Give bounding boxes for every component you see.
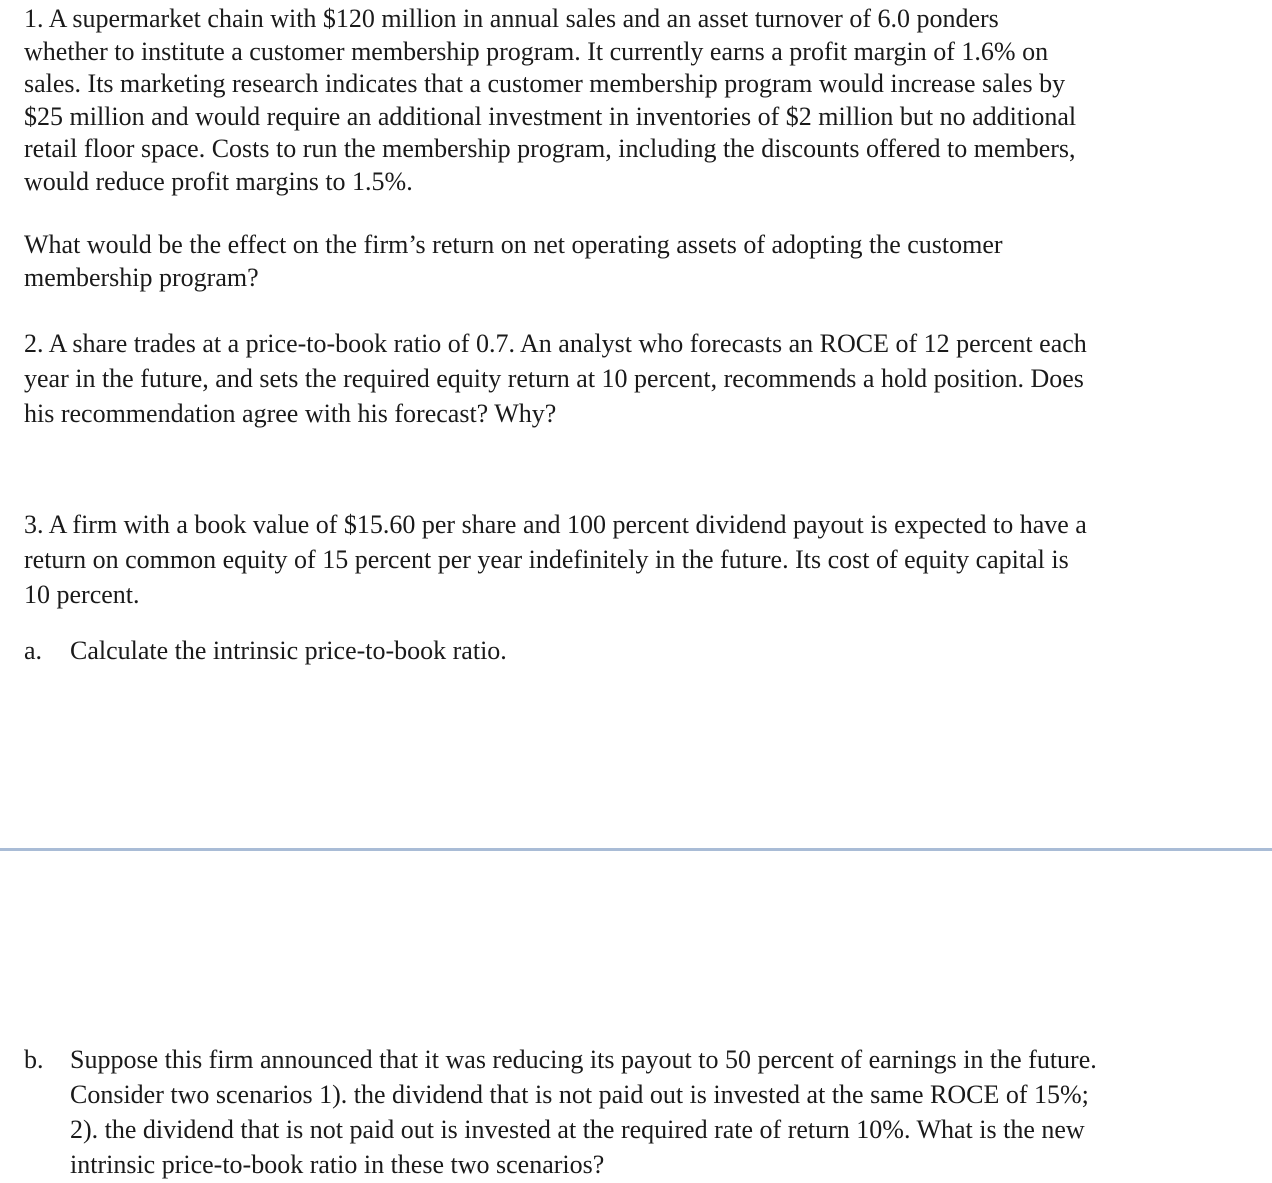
question-3b-text	[70, 1042, 1097, 1182]
question-3a-text	[70, 633, 507, 668]
text-line: sales. Its marketing research indicates that a customer membership program would increase sales by	[24, 69, 1066, 98]
text-line: intrinsic price-to-book ratio in these two scenarios?	[70, 1150, 605, 1179]
list-marker-a: a.	[24, 636, 43, 665]
text-line: his recommendation agree with his forecast? Why?	[24, 399, 557, 428]
text-line: membership program?	[24, 262, 259, 292]
question-1-text	[24, 3, 1076, 198]
list-marker-b: b.	[24, 1045, 44, 1074]
text-line: whether to institute a customer membership program. It currently earns a profit margin of 1.6% on	[24, 36, 1049, 66]
question-2-text	[24, 326, 1087, 431]
text-line: year in the future, and sets the required equity return at 10 percent, recommends a hold position. Does	[24, 364, 1084, 393]
text-line: 1. A supermarket chain with $120 million in annual sales and an asset turnover of 6.0 ponders	[24, 4, 999, 33]
question-3-text	[24, 507, 1087, 612]
question-1-prompt	[24, 229, 1003, 294]
text-line: retail floor space. Costs to run the membership program, including the discounts offered to members,	[24, 134, 1076, 163]
text-line: return on common equity of 15 percent per year indefinitely in the future. Its cost of equity capital is	[24, 545, 1069, 574]
section-divider	[0, 848, 1272, 851]
text-line: 10 percent.	[24, 580, 140, 609]
text-line: Consider two scenarios 1). the dividend that is not paid out is invested at the same ROCE of 15%;	[70, 1080, 1089, 1109]
text-line: 3. A firm with a book value of $15.60 per share and 100 percent dividend payout is expected to have a	[24, 510, 1087, 539]
text-line: would reduce profit margins to 1.5%.	[24, 166, 413, 196]
text-line: 2). the dividend that is not paid out is invested at the required rate of return 10%. What is the new	[70, 1115, 1085, 1144]
text-line: 2. A share trades at a price-to-book ratio of 0.7. An analyst who forecasts an ROCE of 12 percent each	[24, 329, 1087, 358]
text-line: What would be the effect on the firm’s return on net operating assets of adopting the customer	[24, 230, 1003, 259]
text-line: $25 million and would require an additional investment in inventories of $2 million but no additional	[24, 101, 1077, 131]
text-line: Suppose this firm announced that it was reducing its payout to 50 percent of earnings in the future.	[70, 1045, 1097, 1074]
text-line: Calculate the intrinsic price-to-book ratio.	[70, 636, 507, 665]
